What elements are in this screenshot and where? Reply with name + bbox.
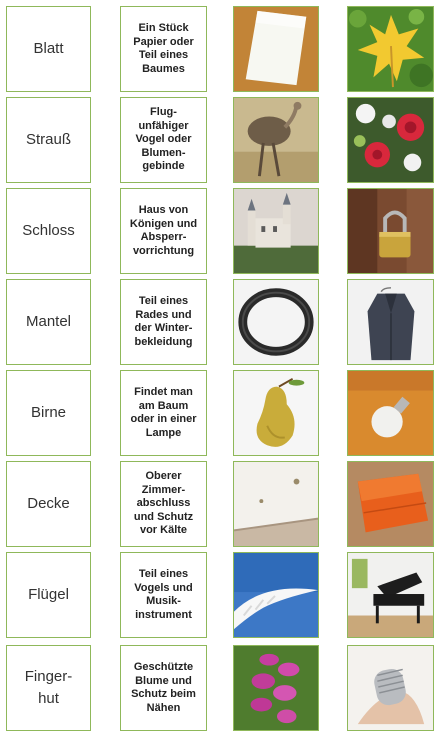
flower-bouquet-photo[interactable] xyxy=(347,97,434,183)
pear-image xyxy=(234,371,318,455)
tire-tube-photo[interactable] xyxy=(233,279,319,365)
thimble-photo[interactable] xyxy=(347,645,434,731)
word-label: Finger- hut xyxy=(24,668,73,707)
definition-text: Geschützte Blume und Schutz beim Nähen xyxy=(131,661,196,714)
definition-card[interactable] xyxy=(120,279,207,365)
word-label: Mantel xyxy=(25,313,72,330)
coat-photo[interactable] xyxy=(347,279,434,365)
word-card[interactable] xyxy=(6,461,91,547)
ostrich-image xyxy=(234,98,318,182)
padlock-photo[interactable] xyxy=(347,188,434,274)
definition-text: Findet man am Baum oder in einer Lampe xyxy=(130,386,197,439)
definition-card[interactable] xyxy=(120,461,207,547)
definition-text: Haus von Königen und Absperr- vorrichtung xyxy=(129,204,198,257)
ceiling-image xyxy=(234,462,318,546)
foxglove-image xyxy=(234,646,318,730)
word-label: Decke xyxy=(27,495,70,512)
definition-text: Oberer Zimmer- abschluss und Schutz vor Kälte xyxy=(133,470,194,537)
padlock-image xyxy=(348,189,433,273)
word-label: Birne xyxy=(30,404,67,421)
definition-card[interactable] xyxy=(120,6,207,92)
word-card[interactable] xyxy=(6,552,91,638)
pear-photo[interactable] xyxy=(233,370,319,456)
orange-blanket-image xyxy=(348,462,433,546)
flower-bouquet-image xyxy=(348,98,433,182)
thimble-image xyxy=(348,646,433,730)
definition-text: Flug- unfähiger Vogel oder Blumen- gebinde xyxy=(135,106,192,173)
definition-text: Ein Stück Papier oder Teil eines Baumes xyxy=(133,22,194,75)
word-row xyxy=(0,461,442,549)
grand-piano-photo[interactable] xyxy=(347,552,434,638)
paper-sheet-photo[interactable] xyxy=(233,6,319,92)
grand-piano-image xyxy=(348,553,433,637)
castle-image xyxy=(234,189,318,273)
ceiling-photo[interactable] xyxy=(233,461,319,547)
word-row xyxy=(0,279,442,367)
word-card[interactable] xyxy=(6,645,91,731)
tire-tube-image xyxy=(234,280,318,364)
definition-card[interactable] xyxy=(120,552,207,638)
yellow-leaf-image xyxy=(348,7,433,91)
word-row xyxy=(0,6,442,94)
word-card[interactable] xyxy=(6,279,91,365)
light-bulb-photo[interactable] xyxy=(347,370,434,456)
word-card[interactable] xyxy=(6,97,91,183)
word-label: Strauß xyxy=(25,131,71,148)
ostrich-photo[interactable] xyxy=(233,97,319,183)
word-card[interactable] xyxy=(6,370,91,456)
castle-photo[interactable] xyxy=(233,188,319,274)
definition-text: Teil eines Rades und der Winter- bekleidung xyxy=(134,295,193,348)
definition-text: Teil eines Vogels und Musik- instrument xyxy=(134,568,193,621)
word-card[interactable] xyxy=(6,6,91,92)
paper-sheet-image xyxy=(234,7,318,91)
yellow-leaf-photo[interactable] xyxy=(347,6,434,92)
light-bulb-image xyxy=(348,371,433,455)
bird-wing-image xyxy=(234,553,318,637)
definition-card[interactable] xyxy=(120,188,207,274)
definition-card[interactable] xyxy=(120,370,207,456)
definition-card[interactable] xyxy=(120,97,207,183)
word-card[interactable] xyxy=(6,188,91,274)
word-row xyxy=(0,97,442,185)
foxglove-photo[interactable] xyxy=(233,645,319,731)
definition-card[interactable] xyxy=(120,645,207,731)
orange-blanket-photo[interactable] xyxy=(347,461,434,547)
coat-image xyxy=(348,280,433,364)
word-row xyxy=(0,188,442,276)
word-row xyxy=(0,645,442,733)
word-label: Schloss xyxy=(22,222,75,239)
word-row xyxy=(0,552,442,640)
bird-wing-photo[interactable] xyxy=(233,552,319,638)
word-label: Flügel xyxy=(28,586,69,603)
word-label: Blatt xyxy=(33,40,64,57)
word-row xyxy=(0,370,442,458)
